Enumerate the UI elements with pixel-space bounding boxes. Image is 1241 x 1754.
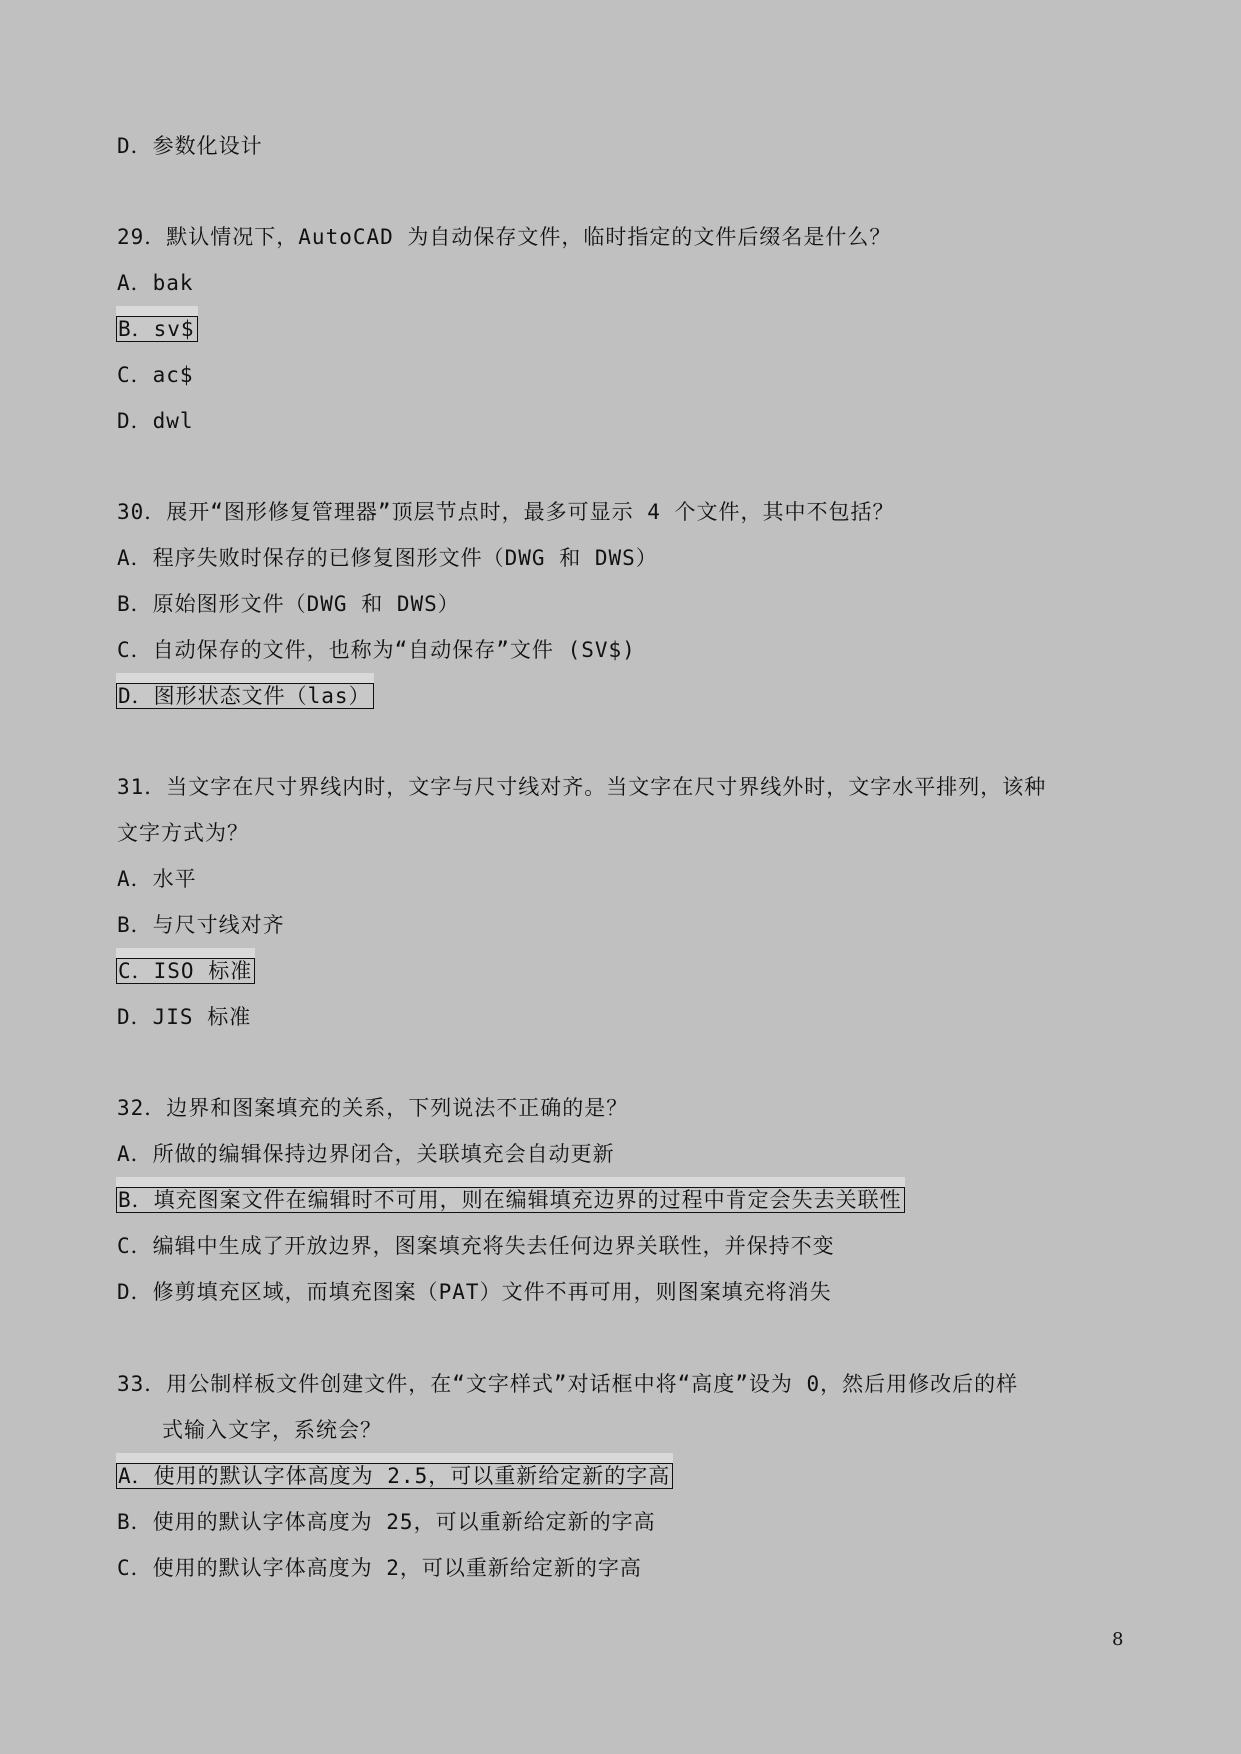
q29-answer-highlight: B．sv$	[116, 316, 198, 342]
q29-question: 29．默认情况下，AutoCAD 为自动保存文件，临时指定的文件后缀名是什么？	[117, 225, 892, 249]
q31-option-c	[117, 956, 255, 986]
q33-option-a	[117, 1461, 673, 1491]
q30-option-c: C．自动保存的文件，也称为“自动保存”文件 (SV$)	[117, 638, 636, 662]
q29-option-a: A．bak	[117, 271, 194, 295]
q32-option-c: C．编辑中生成了开放边界，图案填充将失去任何边界关联性，并保持不变	[117, 1234, 835, 1258]
q31-question-line2: 文字方式为？	[117, 821, 249, 845]
q31-option-d: D．JIS 标准	[117, 1005, 252, 1029]
q32-option-b	[117, 1185, 905, 1215]
q30-answer-highlight: D．图形状态文件（las）	[116, 683, 374, 709]
q29-option-c: C．ac$	[117, 363, 194, 387]
q33-option-b: B．使用的默认字体高度为 25，可以重新给定新的字高	[117, 1510, 656, 1534]
q29-option-b	[117, 314, 198, 344]
q32-answer-highlight: B．填充图案文件在编辑时不可用，则在编辑填充边界的过程中肯定会失去关联性	[116, 1187, 905, 1213]
q31-option-b: B．与尺寸线对齐	[117, 913, 285, 937]
q32-question: 32．边界和图案填充的关系，下列说法不正确的是？	[117, 1096, 629, 1120]
q33-option-c: C．使用的默认字体高度为 2，可以重新给定新的字高	[117, 1556, 642, 1580]
q32-option-d: D．修剪填充区域，而填充图案（PAT）文件不再可用，则图案填充将消失	[117, 1280, 832, 1304]
q33-answer-highlight: A．使用的默认字体高度为 2.5，可以重新给定新的字高	[116, 1463, 673, 1489]
q30-question: 30．展开“图形修复管理器”顶层节点时，最多可显示 4 个文件，其中不包括？	[117, 500, 895, 524]
q30-option-b: B．原始图形文件（DWG 和 DWS）	[117, 592, 460, 616]
page-number: 8	[1112, 1629, 1124, 1650]
q30-option-d	[117, 681, 374, 711]
q31-question-line1: 31．当文字在尺寸界线内时，文字与尺寸线对齐。当文字在尺寸界线外时，文字水平排列，该种	[117, 775, 1047, 799]
q30-option-a: A．程序失败时保存的已修复图形文件（DWG 和 DWS）	[117, 546, 658, 570]
q29-option-d: D．dwl	[117, 409, 194, 433]
q31-answer-highlight: C．ISO 标准	[116, 958, 255, 984]
q31-option-a: A．水平	[117, 867, 197, 891]
q32-option-a: A．所做的编辑保持边界闭合，关联填充会自动更新	[117, 1142, 615, 1166]
q28-option-d: D．参数化设计	[117, 134, 263, 158]
q33-question-line1: 33．用公制样板文件创建文件，在“文字样式”对话框中将“高度”设为 0，然后用修改后的样	[117, 1372, 1019, 1396]
q33-question-line2: 式输入文字，系统会？	[162, 1418, 382, 1442]
